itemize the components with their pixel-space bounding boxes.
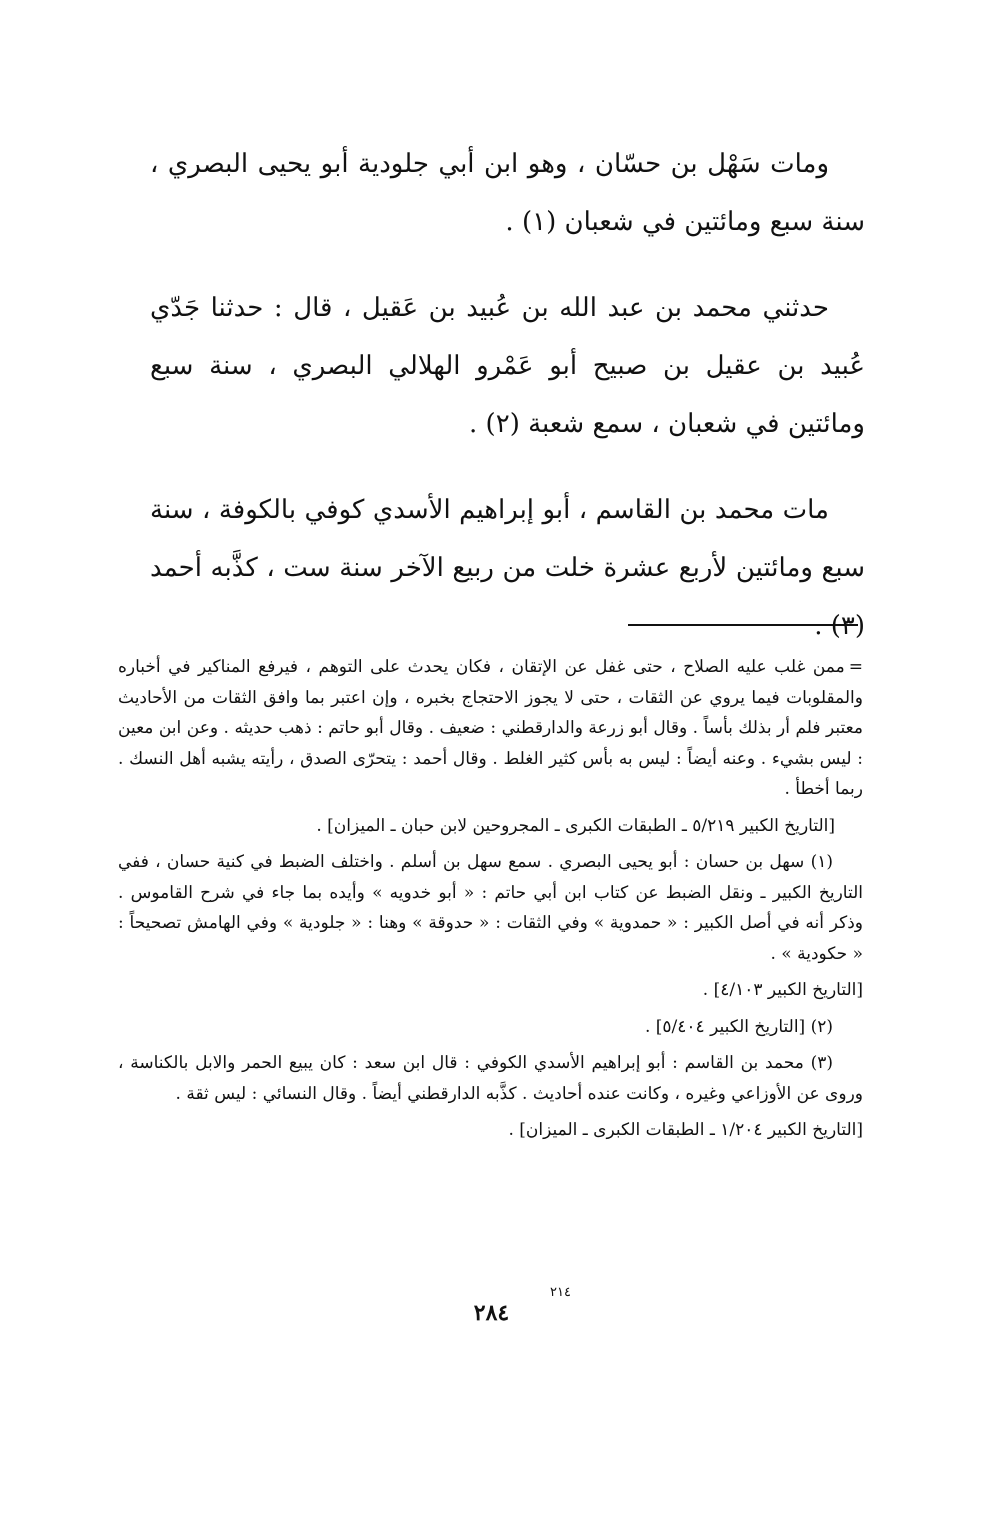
footnote-1: (١) سهل بن حسان : أبو يحيى البصري . سمع سهل بن أسلم . واختلف الضبط في كنية حسان ، ففي التاريخ الكبير ـ ونقل الضبط عن كتاب ابن أبي حاتم : « أبو خدويه » وأيده بما جاء في شرح القاموس . وذكر أنه في أصل الكبير : « حمدوية » وفي الثقات : « حدوقة » وهنا : « جلودية » وفي الهامش تصحيحاً : « حكودية » . bbox=[118, 852, 863, 964]
main-paragraph-3: مات محمد بن القاسم ، أبو إبراهيم الأسدي كوفي بالكوفة ، سنة سبع ومائتين لأربع عشرة خلت من ربيع الآخر سنة ست ، كذَّبه أحمد (٣) . bbox=[150, 495, 865, 641]
page-number: ٢٨٤ bbox=[473, 1300, 510, 1326]
footnote-2: (٢) [التاريخ الكبير ٥/٤٠٤] . bbox=[644, 1016, 833, 1037]
footnote-3-reference: [التاريخ الكبير ١/٢٠٤ ـ الطبقات الكبرى ـ الميزان] . bbox=[508, 1120, 863, 1140]
footnote-3: (٣) محمد بن القاسم : أبو إبراهيم الأسدي الكوفي : قال ابن سعد : كان يبيع الحمر والابل بالكناسة ، وروى عن الأوزاعي وغيره ، وكانت عنده أحاديث . كذَّبه الدارقطني أيضاً . وقال النسائي : ليس ثقة . bbox=[118, 1053, 863, 1104]
footnote-1-reference: [التاريخ الكبير ٤/١٠٣] . bbox=[702, 980, 863, 1000]
main-paragraph-2: حدثني محمد بن عبد الله بن عُبيد بن عَقيل ، قال : حدثنا جَدّي عُبيد بن عقيل بن صبيح أبو عَمْرو الهلالي البصري ، سنة سبع ومائتين في شعبان ، سمع شعبة (٢) . bbox=[150, 293, 865, 439]
continuation-mark: = bbox=[848, 657, 863, 677]
footnote-continuation bbox=[118, 652, 863, 805]
main-text bbox=[150, 135, 865, 683]
footnote-separator bbox=[628, 624, 858, 626]
footnote-continuation-reference: [التاريخ الكبير ٥/٢١٩ ـ الطبقات الكبرى ـ المجروحين لابن حبان ـ الميزان] . bbox=[316, 815, 835, 836]
footnote-continuation-text: ممن غلب عليه الصلاح ، حتى غفل عن الإتقان ، فكان يحدث على التوهم ، فيرفع المناكير في أخباره والمقلوبات فيما يروي عن الثقات ، حتى لا يجوز الاحتجاج بخبره ، وإن اعتبر بما وافق الثقات من الأحاديث معتبر فلم أر بذلك بأساً . وقال أبو زرعة والدارقطني : ضعيف . وقال أبو حاتم : ذهب حديثه . وعن ابن معين : ليس بشيء . وعنه أيضاً : ليس به بأس كثير الغلط . وقال أحمد : يتحرّى الصدق ، رأيته يشبه أهل النسك . ربما أخطأ . bbox=[118, 657, 863, 799]
footnotes bbox=[118, 652, 863, 1152]
main-paragraph-1: ومات سَهْل بن حسّان ، وهو ابن أبي جلودية أبو يحيى البصري ، سنة سبع ومائتين في شعبان (١) . bbox=[150, 149, 865, 237]
handwritten-mark: ٢١٤ bbox=[550, 1285, 571, 1300]
